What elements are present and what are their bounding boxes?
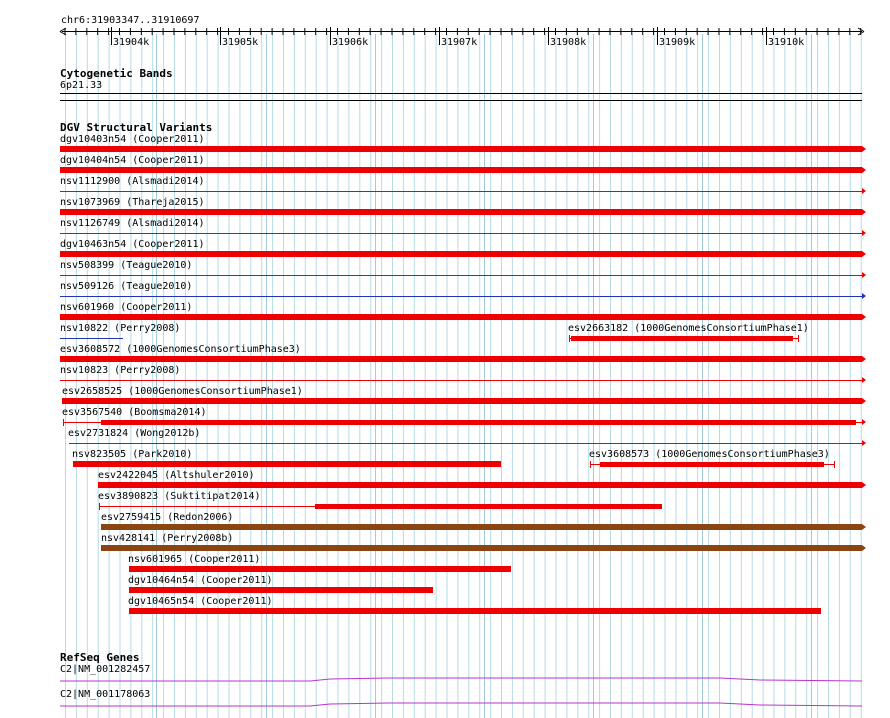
ruler-tick-label: 31904k bbox=[113, 37, 150, 48]
dgv-feature-label[interactable]: esv2759415 (Redon2006) bbox=[101, 512, 234, 523]
dgv-feature-label[interactable]: esv3567540 (Boomsma2014) bbox=[62, 407, 207, 418]
dgv-feature-label[interactable]: esv2731824 (Wong2012b) bbox=[68, 428, 201, 439]
dgv-feature-label[interactable]: esv2663182 (1000GenomesConsortiumPhase1) bbox=[568, 323, 809, 334]
ruler-tick-label: 31906k bbox=[332, 37, 369, 48]
dgv-feature-label[interactable]: esv2422045 (Altshuler2010) bbox=[98, 470, 255, 481]
dgv-feature-label[interactable]: nsv823505 (Park2010) bbox=[72, 449, 193, 460]
ruler-tick-label: 31908k bbox=[550, 37, 587, 48]
dgv-feature-label[interactable]: esv2658525 (1000GenomesConsortiumPhase1) bbox=[62, 386, 303, 397]
dgv-feature-label[interactable]: nsv10822 (Perry2008) bbox=[60, 323, 181, 334]
dgv-feature-label[interactable]: nsv508399 (Teague2010) bbox=[60, 260, 193, 271]
refseq-gene-label[interactable]: C2|NM_001178063 bbox=[60, 689, 151, 700]
dgv-feature-label[interactable]: dgv10404n54 (Cooper2011) bbox=[60, 155, 205, 166]
cytoband-track-title: Cytogenetic Bands bbox=[60, 67, 173, 80]
ruler-tick-label: 31907k bbox=[441, 37, 478, 48]
refseq-track-title: RefSeq Genes bbox=[60, 651, 140, 664]
dgv-feature-label[interactable]: dgv10465n54 (Cooper2011) bbox=[128, 596, 273, 607]
dgv-feature-label[interactable]: dgv10463n54 (Cooper2011) bbox=[60, 239, 205, 250]
dgv-feature-label[interactable]: nsv10823 (Perry2008) bbox=[60, 365, 181, 376]
ruler-tick-label: 31909k bbox=[659, 37, 696, 48]
dgv-feature-label[interactable]: nsv601960 (Cooper2011) bbox=[60, 302, 193, 313]
refseq-gene-model[interactable] bbox=[60, 672, 862, 688]
cytoband-label: 6p21.33 bbox=[60, 80, 103, 91]
dgv-feature-label[interactable]: dgv10464n54 (Cooper2011) bbox=[128, 575, 273, 586]
dgv-feature-label[interactable]: esv3890823 (Suktitipat2014) bbox=[98, 491, 261, 502]
position-label: chr6:31903347..31910697 bbox=[61, 15, 200, 26]
dgv-feature-label[interactable]: nsv1112900 (Alsmadi2014) bbox=[60, 176, 205, 187]
refseq-gene-model[interactable] bbox=[60, 697, 862, 713]
dgv-feature-label[interactable]: dgv10403n54 (Cooper2011) bbox=[60, 134, 205, 145]
dgv-feature-label[interactable]: nsv1073969 (Thareja2015) bbox=[60, 197, 205, 208]
dgv-feature-label[interactable]: nsv509126 (Teague2010) bbox=[60, 281, 193, 292]
dgv-feature-label[interactable]: esv3608572 (1000GenomesConsortiumPhase3) bbox=[60, 344, 301, 355]
ruler-tick-label: 31905k bbox=[222, 37, 259, 48]
dgv-track-title: DGV Structural Variants bbox=[60, 121, 213, 134]
ruler-tick-label: 31910k bbox=[768, 37, 805, 48]
dgv-feature-label[interactable]: nsv601965 (Cooper2011) bbox=[128, 554, 261, 565]
variant-bar bbox=[129, 608, 821, 614]
dgv-feature-label[interactable]: nsv1126749 (Alsmadi2014) bbox=[60, 218, 205, 229]
dgv-feature-label[interactable]: esv3608573 (1000GenomesConsortiumPhase3) bbox=[589, 449, 830, 460]
refseq-gene-label[interactable]: C2|NM_001282457 bbox=[60, 664, 151, 675]
dgv-feature-label[interactable]: nsv428141 (Perry2008b) bbox=[101, 533, 234, 544]
